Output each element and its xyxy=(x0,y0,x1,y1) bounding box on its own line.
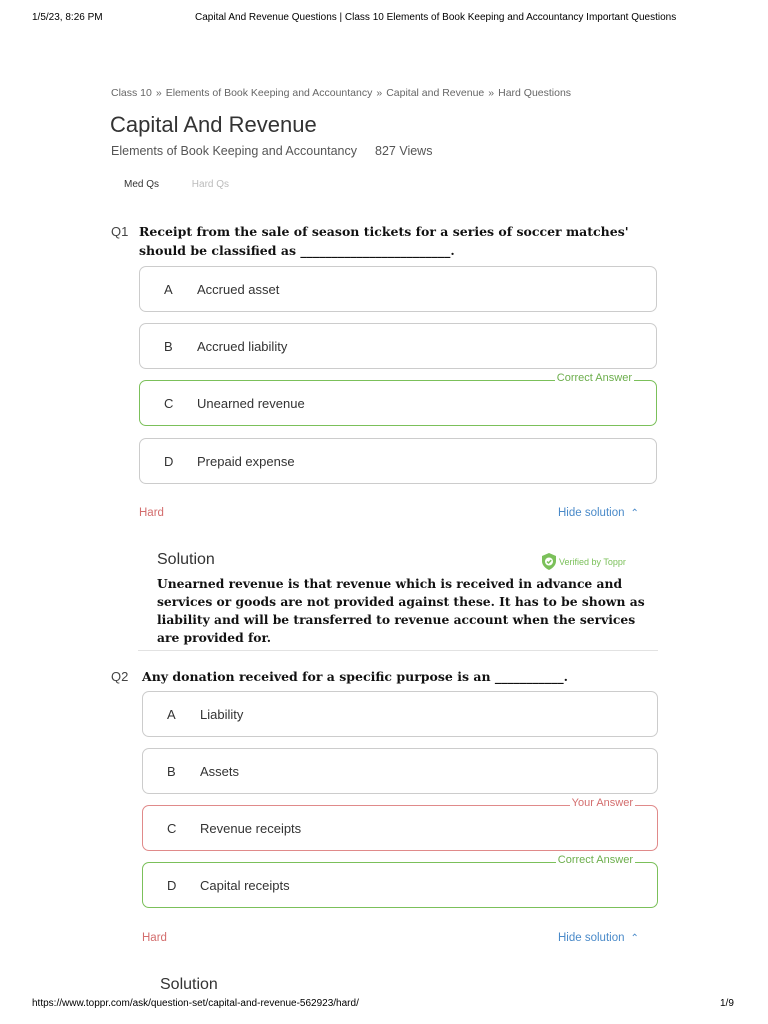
option-letter: A xyxy=(164,282,173,297)
hide-solution-button[interactable] xyxy=(558,932,639,944)
correct-answer-badge: Correct Answer xyxy=(557,854,633,866)
verified-label: Verified by Toppr xyxy=(559,556,626,567)
hide-solution-button[interactable] xyxy=(558,507,639,519)
chevron-up-icon: ⌃ xyxy=(630,508,639,519)
option-letter: D xyxy=(167,878,177,893)
verified-shield-icon xyxy=(541,553,557,572)
option-text: Unearned revenue xyxy=(197,396,305,411)
page-subtitle xyxy=(111,144,432,158)
breadcrumb-item-chapter[interactable]: Capital and Revenue xyxy=(386,87,485,99)
print-header xyxy=(0,12,768,26)
print-title: Capital And Revenue Questions | Class 10 Elements of Book Keeping and Accountancy Important Questions xyxy=(195,12,677,23)
breadcrumb xyxy=(111,87,571,99)
print-page-number: 1/9 xyxy=(720,998,734,1009)
subject-name[interactable]: Elements of Book Keeping and Accountancy xyxy=(111,144,357,158)
question-divider xyxy=(138,650,658,651)
breadcrumb-separator: » xyxy=(376,87,383,99)
q2-option-c[interactable] xyxy=(142,797,658,851)
q2-option-b[interactable] xyxy=(142,748,658,794)
question-number: Q1 xyxy=(111,224,129,239)
correct-answer-badge: Correct Answer xyxy=(556,372,632,384)
verified-badge xyxy=(541,553,626,572)
option-text: Liability xyxy=(200,707,244,722)
tab-hard-qs[interactable]: Hard Qs xyxy=(191,179,230,190)
print-url: https://www.toppr.com/ask/question-set/capital-and-revenue-562923/hard/ xyxy=(32,998,359,1009)
q1-option-a[interactable] xyxy=(139,266,657,312)
question-2 xyxy=(111,667,651,687)
option-letter: C xyxy=(167,821,177,836)
solution-text: Unearned revenue is that revenue which is received in advance and services or goods are not provided against these. It has to be shown as liability and will be transferred to revenue account when the services are provided for. xyxy=(157,576,645,645)
hide-solution-label: Hide solution xyxy=(558,932,625,944)
breadcrumb-item-subject[interactable]: Elements of Book Keeping and Accountancy xyxy=(165,87,373,99)
option-letter: C xyxy=(164,396,174,411)
difficulty-tabs xyxy=(124,179,259,190)
your-answer-badge: Your Answer xyxy=(571,797,633,809)
tab-med-qs[interactable]: Med Qs xyxy=(124,179,160,190)
question-number: Q2 xyxy=(111,669,129,684)
solution-title: Solution xyxy=(160,976,218,993)
print-datetime: 1/5/23, 8:26 PM xyxy=(32,12,103,23)
breadcrumb-item-class[interactable]: Class 10 xyxy=(111,87,152,99)
q2-option-a[interactable] xyxy=(142,691,658,737)
view-count: 827 Views xyxy=(375,144,433,158)
chevron-up-icon: ⌃ xyxy=(630,933,639,944)
option-text: Accrued liability xyxy=(197,339,288,354)
q1-option-c[interactable] xyxy=(139,372,657,426)
difficulty-label: Hard xyxy=(142,932,167,944)
q1-option-d[interactable] xyxy=(139,438,657,484)
option-letter: B xyxy=(167,764,176,779)
question-text: Receipt from the sale of season tickets for a series of soccer matches' should be classified as ________________________. xyxy=(139,224,629,258)
option-text: Assets xyxy=(200,764,240,779)
option-text: Accrued asset xyxy=(197,282,280,297)
hide-solution-label: Hide solution xyxy=(558,507,625,519)
option-text: Prepaid expense xyxy=(197,454,295,469)
breadcrumb-separator: » xyxy=(155,87,162,99)
difficulty-label: Hard xyxy=(139,507,164,519)
breadcrumb-separator: » xyxy=(488,87,495,99)
option-text: Revenue receipts xyxy=(200,821,302,836)
question-1 xyxy=(111,222,651,262)
page-title: Capital And Revenue xyxy=(110,112,317,137)
option-letter: D xyxy=(164,454,174,469)
q1-option-b[interactable] xyxy=(139,323,657,369)
solution-title: Solution xyxy=(157,551,215,568)
option-text: Capital receipts xyxy=(200,878,290,893)
question-text: Any donation received for a specific purpose is an ___________. xyxy=(142,669,568,684)
option-letter: B xyxy=(164,339,173,354)
option-letter: A xyxy=(167,707,176,722)
breadcrumb-item-difficulty[interactable]: Hard Questions xyxy=(498,87,572,99)
q2-option-d[interactable] xyxy=(142,854,658,908)
